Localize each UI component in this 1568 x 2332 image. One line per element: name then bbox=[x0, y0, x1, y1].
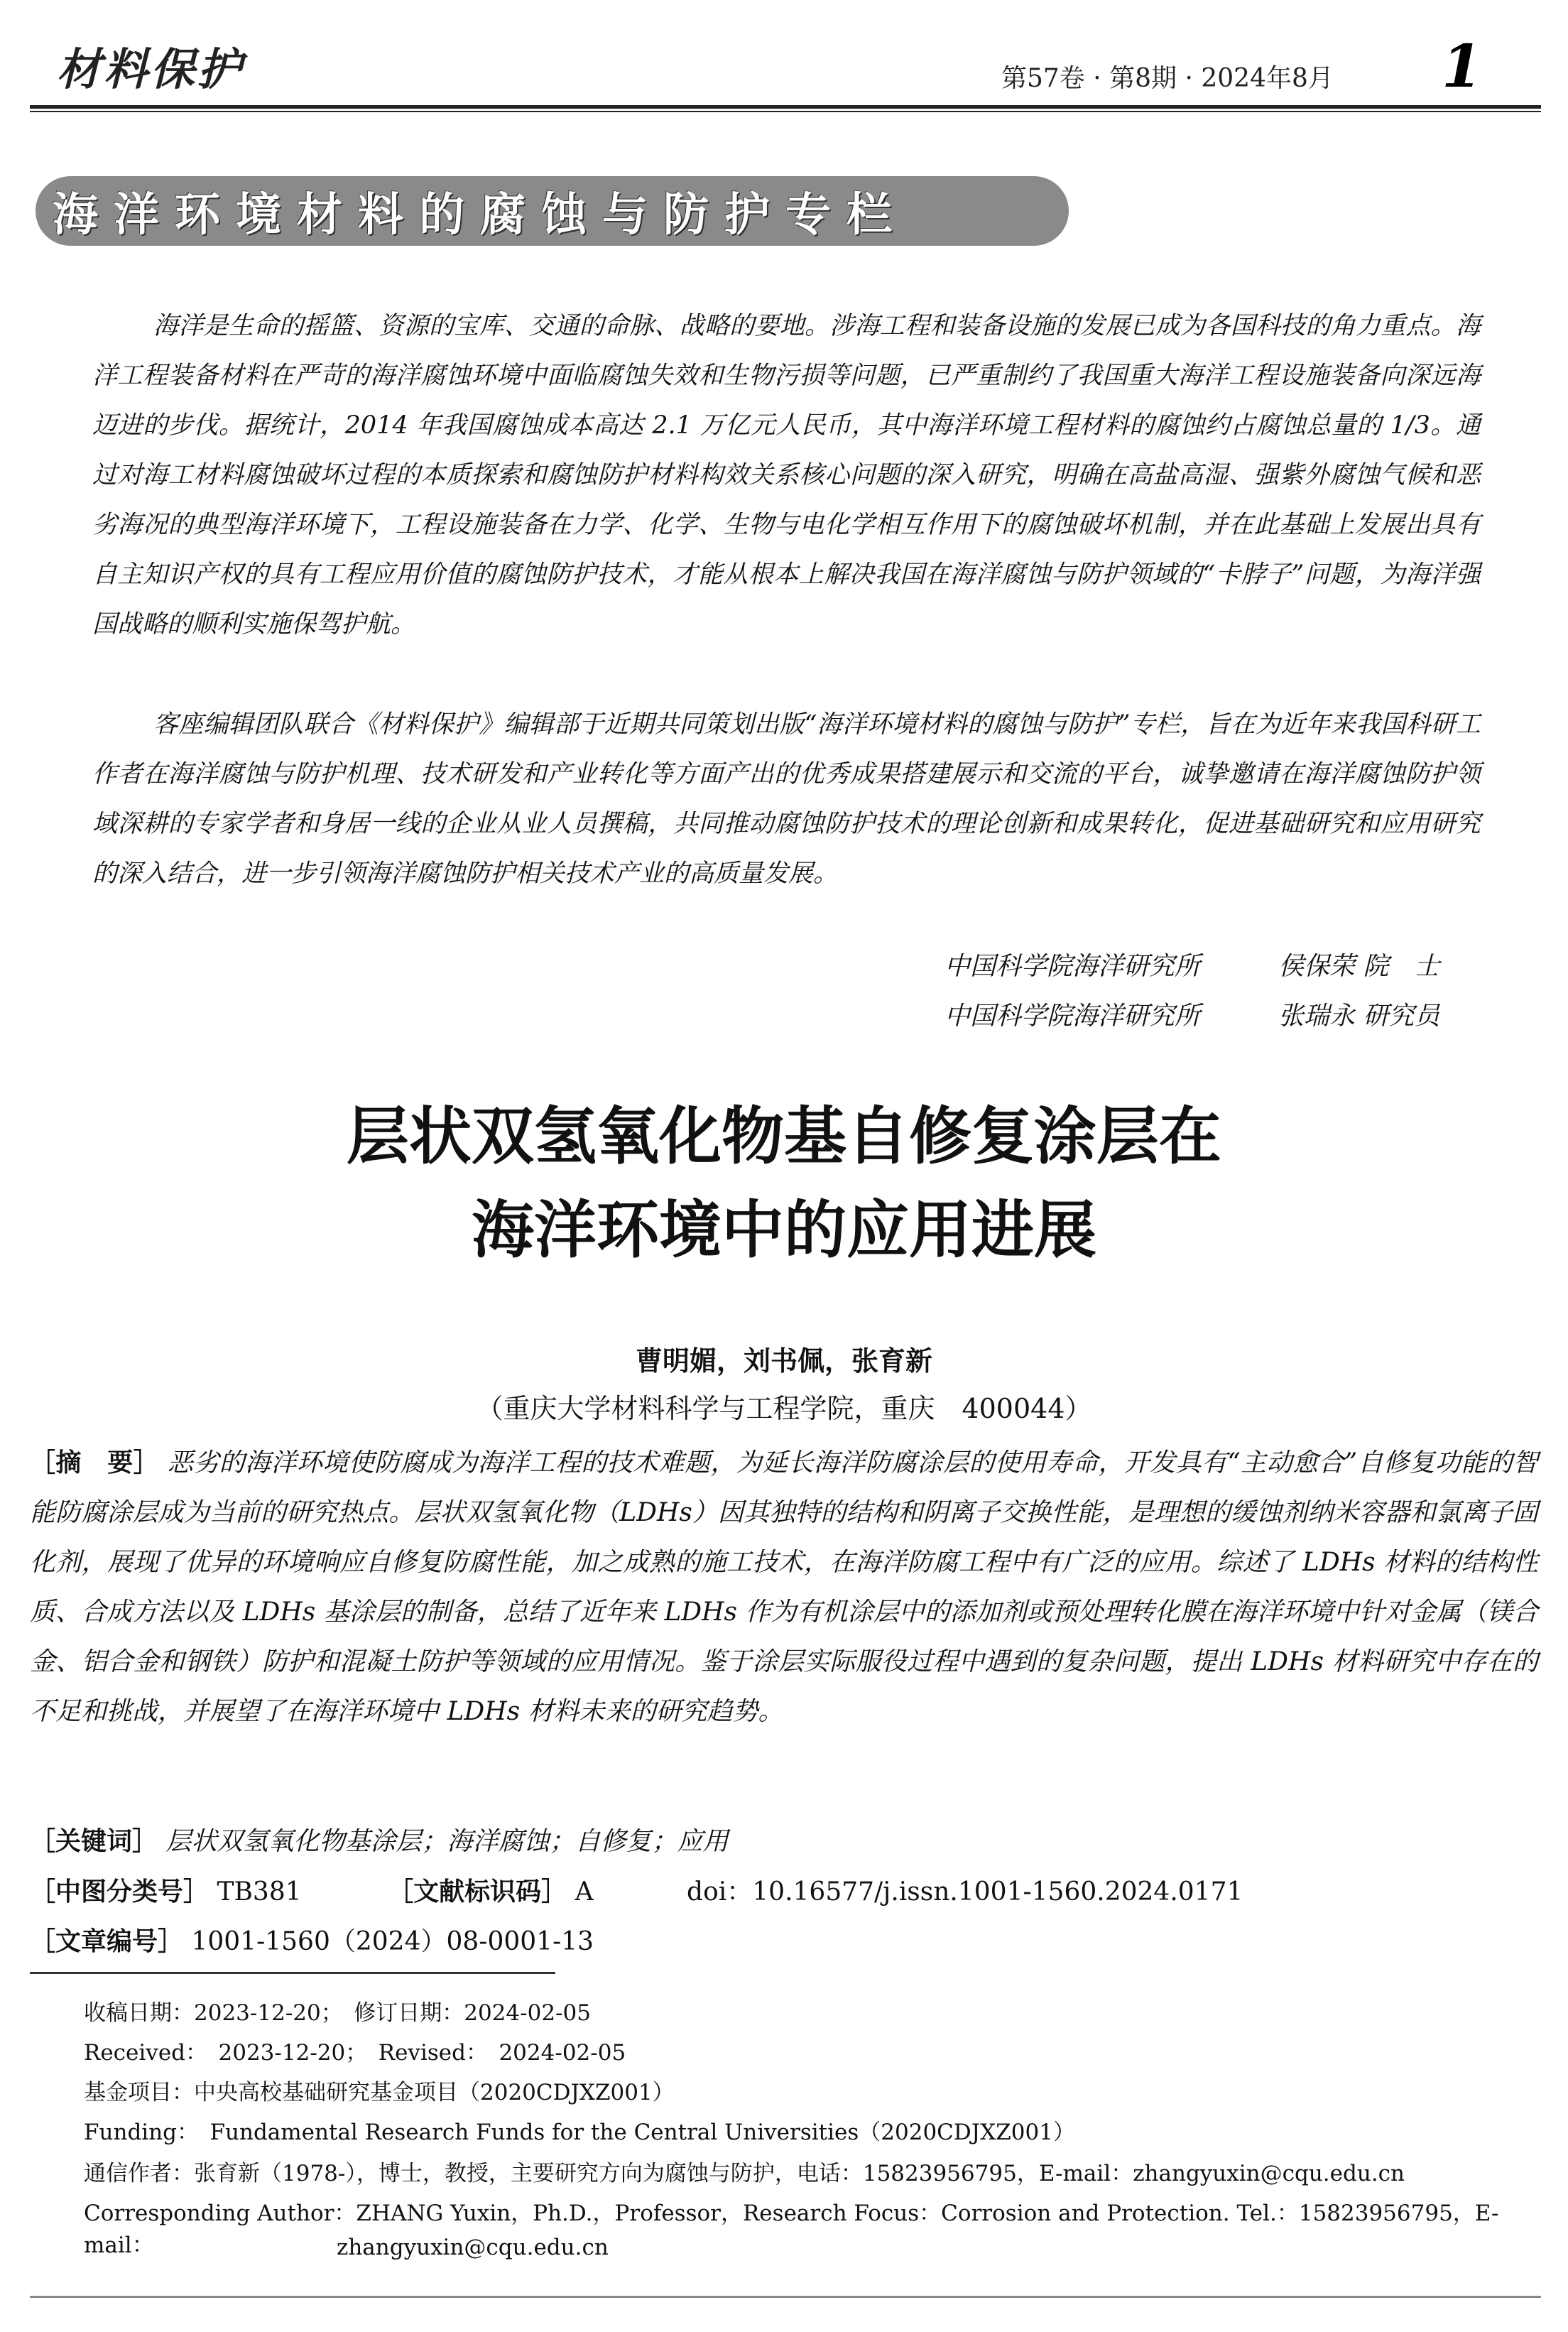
keywords-label: ［关键词］ bbox=[30, 1827, 158, 1856]
abstract-label: ［摘 要］ bbox=[30, 1448, 160, 1477]
clc-value: TB381 bbox=[217, 1877, 302, 1907]
footnote-rule bbox=[30, 1972, 555, 1974]
article-number-line bbox=[30, 1921, 594, 1958]
footnote-funding-en: Funding： Fundamental Research Funds for the Central Universities（2020CDJXZ001） bbox=[84, 2120, 1075, 2145]
signature-name: 侯保荣 院 士 bbox=[1278, 952, 1440, 981]
doc-code-value: A bbox=[575, 1877, 594, 1907]
article-affiliation: （重庆大学材料科学与工程学院，重庆 400044） bbox=[476, 1393, 1092, 1424]
article-number-label: ［文章编号］ bbox=[30, 1927, 184, 1956]
signature-institution: 中国科学院海洋研究所 bbox=[944, 952, 1201, 981]
guest-editor-signature bbox=[944, 996, 1484, 1032]
footnote-funding-cn: 基金项目：中央高校基础研究基金项目（2020CDJXZ001） bbox=[84, 2080, 675, 2105]
article-title-line-2: 海洋环境中的应用进展 bbox=[471, 1193, 1096, 1267]
classification-line bbox=[30, 1872, 1243, 1908]
footnote-received-en: Received： 2023-12-20； Revised： 2024-02-05 bbox=[84, 2040, 626, 2066]
column-intro-paragraph-1: 海洋是生命的摇篮、资源的宝库、交通的命脉、战略的要地。涉海工程和装备设施的发展已成为各国科技的角力重点。海洋工程装备材料在严苛的海洋腐蚀环境中面临腐蚀失效和生物污损等问题，已严重制约了我国重大海洋工程设施装备向深远海迈进的步伐。据统计，2014 年我国腐蚀成本高达 2.1 万亿元人民币，其中海洋环境工程材料的腐蚀约占腐蚀总量的 1/3。通过对海工材料腐蚀破坏过程的本质探索和腐蚀防护材料构效关系核心问题的深入研究，明确在高盐高湿、强紫外腐蚀气候和恶劣海况的典型海洋环境下，工程设施装备在力学、化学、生物与电化学相互作用下的腐蚀破坏机制，并在此基础上发展出具有自主知识产权的具有工程应用价值的腐蚀防护技术，才能从根本上解决我国在海洋腐蚀与防护领域的“卡脖子”问题，为海洋强国战略的顺利实施保驾护航。 bbox=[92, 312, 1481, 639]
article-title-line-1: 层状双氢氧化物基自修复涂层在 bbox=[346, 1100, 1221, 1173]
signature-name: 张瑞永 研究员 bbox=[1278, 1002, 1440, 1031]
footnote-corresponding-en: Corresponding Author：ZHANG Yuxin，Ph.D.，Professor，Research Focus：Corrosion and Protection. Tel.：15823956795，E-mail： bbox=[84, 2201, 1499, 2258]
clc-label: ［中图分类号］ bbox=[30, 1877, 209, 1907]
abstract bbox=[30, 1438, 1538, 1737]
journal-logo: 材料保护 bbox=[57, 43, 245, 95]
doc-code-label: ［文献标识码］ bbox=[388, 1877, 567, 1907]
page-number: 1 bbox=[1442, 33, 1483, 101]
header-rule-thin bbox=[30, 111, 1541, 112]
keywords-line bbox=[30, 1821, 728, 1858]
article-authors: 曹明媚，刘书佩，张育新 bbox=[635, 1345, 932, 1377]
issue-info: 第57卷 · 第8期 · 2024年8月 bbox=[1001, 64, 1334, 93]
guest-editor-signature bbox=[944, 946, 1484, 982]
footnote-received-cn: 收稿日期：2023-12-20； 修订日期：2024-02-05 bbox=[84, 2000, 591, 2026]
signature-institution: 中国科学院海洋研究所 bbox=[944, 1002, 1201, 1031]
doi: doi：10.16577/j.issn.1001-1560.2024.0171 bbox=[687, 1877, 1243, 1907]
article-number-value: 1001-1560（2024）08-0001-13 bbox=[191, 1927, 594, 1956]
column-banner bbox=[36, 176, 1069, 246]
footnote-corresponding-email: zhangyuxin@cqu.edu.cn bbox=[337, 2235, 609, 2260]
abstract-text: 恶劣的海洋环境使防腐成为海洋工程的技术难题，为延长海洋防腐涂层的使用寿命，开发具有“主动愈合”自修复功能的智能防腐涂层成为当前的研究热点。层状双氢氧化物（LDHs）因其独特的结构和阴离子交换性能，是理想的缓蚀剂纳米容器和氯离子固化剂，展现了优异的环境响应自修复防腐性能，加之成熟的施工技术，在海洋防腐工程中有广泛的应用。综述了 LDHs 材料的结构性质、合成方法以及 LDHs 基涂层的制备，总结了近年来 LDHs 作为有机涂层中的添加剂或预处理转化膜在海洋环境中针对金属（镁合金、铝合金和钢铁）防护和混凝土防护等领域的应用情况。鉴于涂层实际服役过程中遇到的复杂问题，提出 LDHs 材料研究中存在的不足和挑战，并展望了在海洋环境中 LDHs 材料未来的研究趋势。 bbox=[30, 1448, 1538, 1726]
header-rule bbox=[30, 105, 1541, 109]
keywords-text: 层状双氢氧化物基涂层；海洋腐蚀；自修复；应用 bbox=[165, 1827, 729, 1856]
column-banner-text: 海洋环境材料的腐蚀与防护专栏 bbox=[53, 189, 908, 242]
column-intro-paragraph-2: 客座编辑团队联合《材料保护》编辑部于近期共同策划出版“海洋环境材料的腐蚀与防护”专栏，旨在为近年来我国科研工作者在海洋腐蚀与防护机理、技术研发和产业转化等方面产出的优秀成果搭建展示和交流的平台，诚挚邀请在海洋腐蚀防护领域深耕的专家学者和身居一线的企业从业人员撰稿，共同推动腐蚀防护技术的理论创新和成果转化，促进基础研究和应用研究的深入结合，进一步引领海洋腐蚀防护相关技术产业的高质量发展。 bbox=[92, 710, 1481, 888]
footnote-corresponding-cn: 通信作者：张育新（1978-），博士，教授，主要研究方向为腐蚀与防护，电话：15823956795，E-mail：zhangyuxin@cqu.edu.cn bbox=[84, 2161, 1405, 2186]
bottom-rule bbox=[30, 2296, 1541, 2298]
